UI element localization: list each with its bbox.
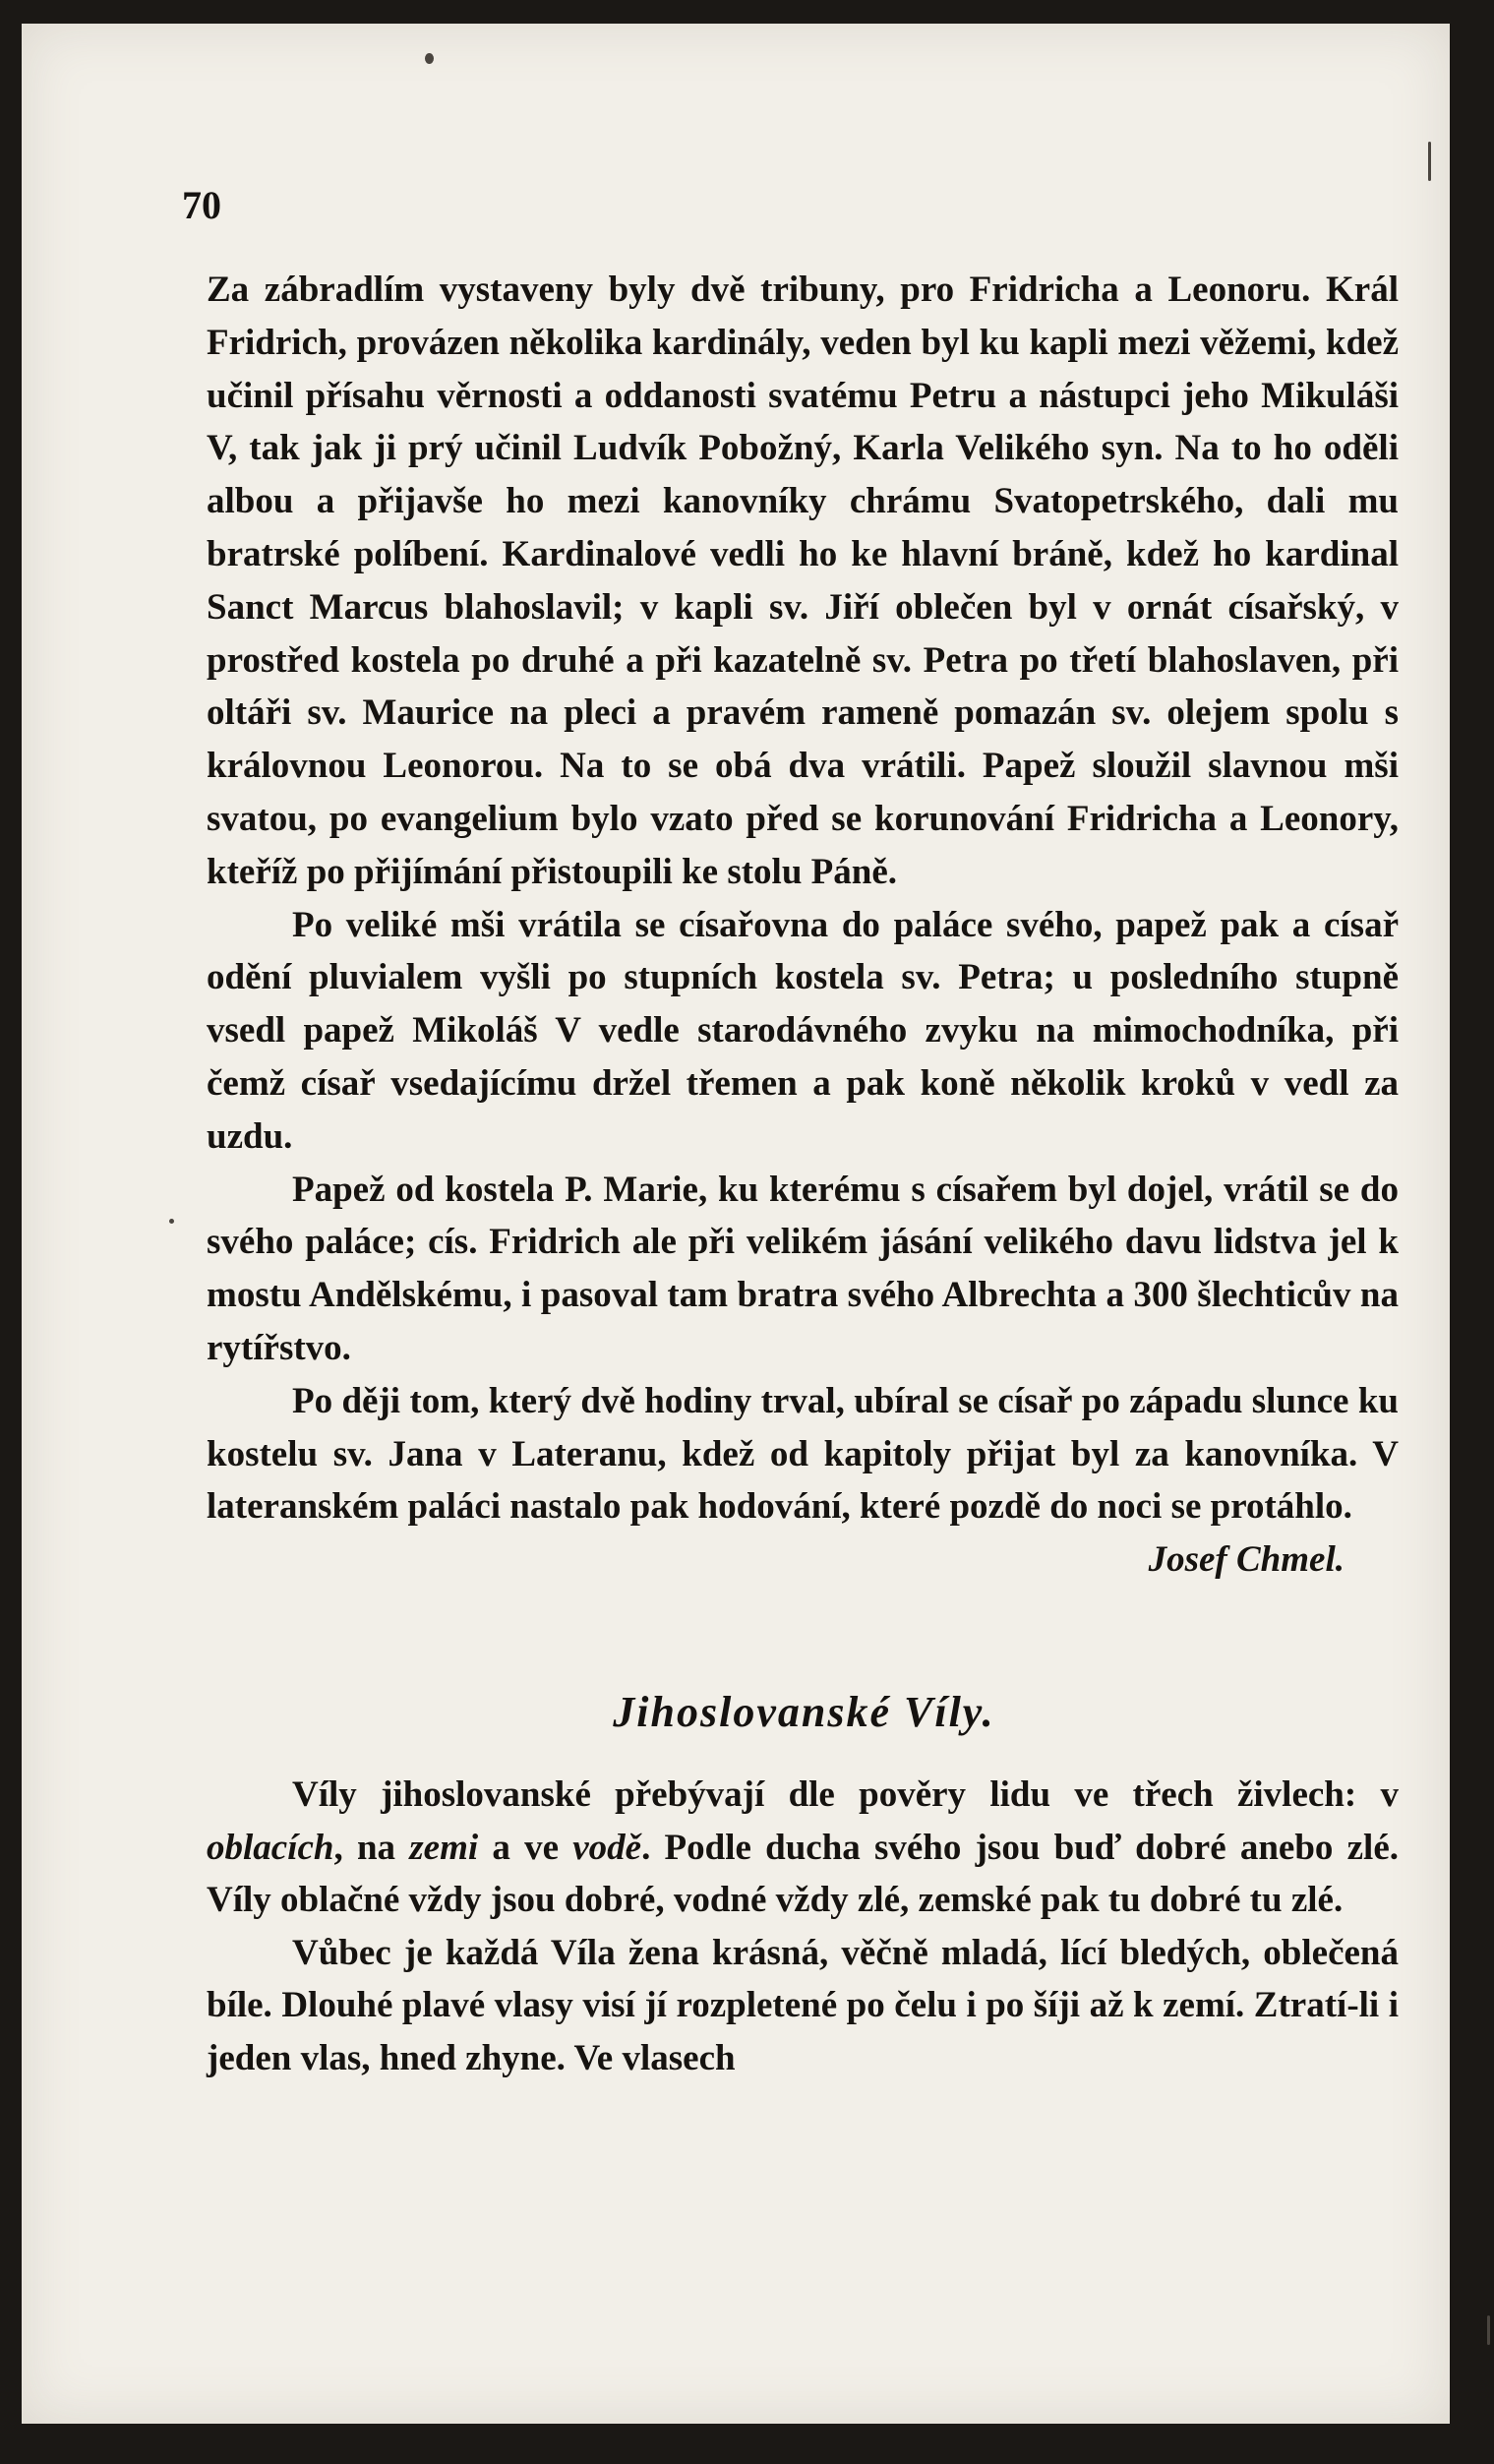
paragraph: Po veliké mši vrátila se císařovna do paláce svého, papež pak a císař odění pluvialem vyšli po stupních kostela sv. Petra; u posledního stupně vsedl papež Mikoláš V vedle starodávného zvyku na mimochodníka, při čemž císař vsedajícímu držel třemen a pak koně několik kroků v vedl za uzdu. (207, 904, 1399, 1157)
text-run: a ve (478, 1827, 573, 1868)
text-run: , na (333, 1827, 410, 1868)
paragraph: Za zábradlím vystaveny byly dvě tribuny, pro Fridricha a Leonoru. Král Fridrich, provázen několika kardinály, veden byl ku kapli mezi věžemi, kdež učinil přísahu věrnosti a oddanosti svatému Petru a nástupci jeho Mikuláši V, tak jak ji prý učinil Ludvík Pobožný, Karla Velikého syn. Na to ho oděli albou a přijavše ho mezi kanovníky chrámu Svatopetrského, dali mu bratrské políbení. Kardinalové vedli ho ke hlavní bráně, kdež ho kardinal Sanct Marcus blahoslavil; v kapli sv. Jiří oblečen byl v ornát císařský, v prostřed kostela po druhé a při kazatelně sv. Petra po třetí blahoslaven, při oltáři sv. Maurice na pleci a pravém rameně pomazán sv. olejem spolu s královnou Leonorou. Na to se obá dva vrátili. Papež sloužil slavnou mši svatou, po evangelium bylo vzato před se korunování Fridricha a Leonory, kteříž po přijímání přistoupili ke stolu Páně. (207, 270, 1399, 892)
paragraph (207, 1769, 1399, 1927)
emphasis: vodě (572, 1827, 642, 1868)
text-run: Víly jihoslovanské přebývají dle pověry lidu ve třech živlech: v (292, 1774, 1399, 1815)
paragraph: Po ději tom, který dvě hodiny trval, ubíral se císař po západu slunce ku kostelu sv. Jana v Lateranu, kdež od kapitoly přijat byl za kanovníka. V lateranském paláci nastalo pak hodování, které pozdě do noci se protáhlo. (207, 1380, 1399, 1528)
ink-speck (169, 1219, 174, 1224)
article-title (0, 1687, 1494, 1737)
ink-speck (1487, 2315, 1490, 2345)
article-chmel (207, 264, 1399, 1587)
article-title-text: Jihoslovanské Víly. (613, 1688, 995, 1736)
paragraph: Papež od kostela P. Marie, ku kterému s císařem byl dojel, vrátil se do svého paláce; cís. Fridrich ale při velikém jásání velikého davu lidstva jel k mostu Andělskému, i pasoval tam bratra svého Albrechta a 300 šlechticův na rytířstvo. (207, 1169, 1399, 1368)
ink-speck (1428, 142, 1431, 181)
paragraph: Vůbec je každá Víla žena krásná, věčně mladá, lící bledých, oblečená bíle. Dlouhé plavé vlasy visí jí rozpletené po čelu i po šíji až k zemí. Ztratí-li i jeden vlas, hned zhyne. Ve vlasech (207, 1932, 1399, 2078)
author-signature: Josef Chmel. (1148, 1539, 1345, 1581)
ink-speck (425, 53, 434, 64)
text-run: . Podle ducha svého jsou buď dobré anebo zlé. Víly oblačné vždy jsou dobré, vodné vždy zlé, zemské pak tu dobré tu zlé. (207, 1827, 1399, 1921)
emphasis: oblacích (207, 1827, 334, 1868)
article-vily (207, 1769, 1399, 2085)
emphasis: zemi (409, 1827, 479, 1868)
page-number: 70 (182, 183, 221, 227)
signature-line (207, 1533, 1399, 1587)
